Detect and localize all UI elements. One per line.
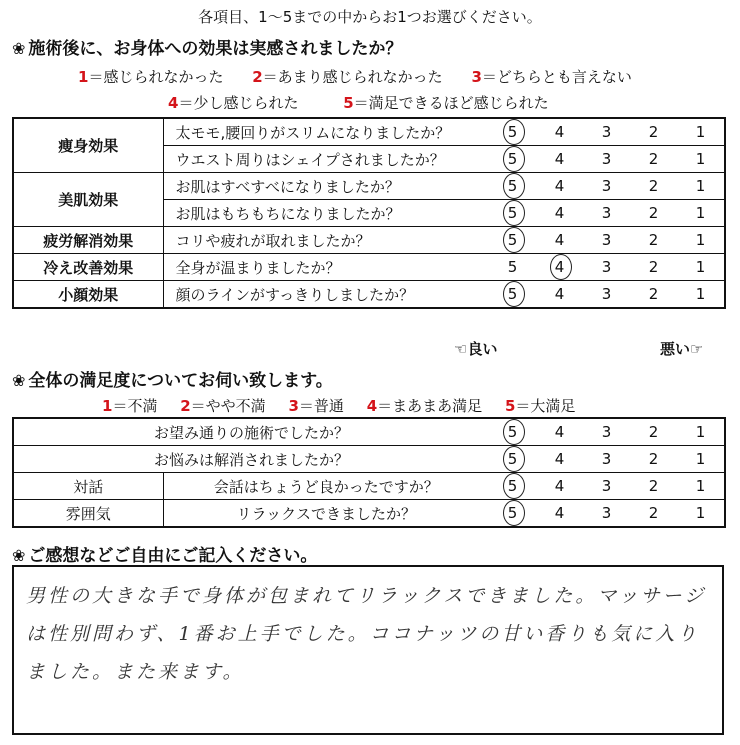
score-option[interactable]: 3 <box>601 285 612 303</box>
selected-score[interactable]: 5 <box>489 150 536 168</box>
legend-item: 4＝まあまあ満足 <box>366 397 483 415</box>
score-option[interactable]: 2 <box>648 204 659 222</box>
question-cell: お悩みは解消されましたか？ <box>13 446 489 473</box>
satisfaction-table <box>12 417 726 528</box>
selected-score[interactable]: 5 <box>489 204 536 222</box>
comment-line: ました。また来ます。 <box>26 661 245 683</box>
score-option[interactable]: 1 <box>695 504 706 522</box>
score-option[interactable]: 4 <box>554 123 565 141</box>
category-cell: 美肌効果 <box>13 173 163 227</box>
comment-line: は性別問わず、1番お上手でした。ココナッツの甘い香りも気に入り <box>26 623 700 645</box>
table-row <box>13 118 725 146</box>
score-cell <box>489 118 725 146</box>
question-cell: お望み通りの施術でしたか？ <box>13 418 489 446</box>
score-option[interactable]: 2 <box>648 477 659 495</box>
score-option[interactable]: 4 <box>554 450 565 468</box>
section2-legend <box>102 395 575 416</box>
score-option[interactable]: 3 <box>601 423 612 441</box>
score-option[interactable]: 4 <box>554 423 565 441</box>
category-cell: 痩身効果 <box>13 118 163 173</box>
score-option[interactable]: 2 <box>648 258 659 276</box>
score-option[interactable]: 1 <box>695 123 706 141</box>
category-cell: 対話 <box>13 473 163 500</box>
legend-item: 5＝大満足 <box>504 397 576 415</box>
score-option[interactable]: 2 <box>648 423 659 441</box>
legend-item: 5＝満足できるほど感じられた <box>343 94 549 112</box>
score-option[interactable]: 4 <box>554 477 565 495</box>
section1-heading-text: 施術後に、お身体への効果は実感されましたか？ <box>28 39 403 59</box>
score-option[interactable]: 3 <box>601 177 612 195</box>
score-option[interactable]: 4 <box>554 231 565 249</box>
comment-box <box>12 565 724 735</box>
section2-heading <box>12 366 333 391</box>
table-row <box>13 418 725 446</box>
legend-item: 1＝不満 <box>102 397 158 415</box>
score-option[interactable]: 2 <box>648 150 659 168</box>
category-cell: 疲労解消効果 <box>13 227 163 254</box>
score-option[interactable]: 2 <box>648 450 659 468</box>
selected-score[interactable]: 5 <box>489 423 536 441</box>
section3-heading-text: ご感想などご自由にご記入ください。 <box>28 546 318 566</box>
score-option[interactable]: 2 <box>648 231 659 249</box>
score-option[interactable]: 1 <box>695 285 706 303</box>
score-option[interactable]: 1 <box>695 231 706 249</box>
selected-score[interactable]: 5 <box>489 285 536 303</box>
effects-table <box>12 117 726 309</box>
score-cell <box>489 254 725 281</box>
question-cell: 会話はちょうど良かったですか？ <box>163 473 489 500</box>
table-row <box>13 446 725 473</box>
category-cell: 雰囲気 <box>13 500 163 528</box>
score-cell <box>489 173 725 200</box>
score-option[interactable]: 1 <box>695 423 706 441</box>
score-option[interactable]: 1 <box>695 177 706 195</box>
question-cell: 全身が温まりましたか？ <box>163 254 489 281</box>
legend-item: 4＝少し感じられた <box>168 94 299 112</box>
score-cell <box>489 446 725 473</box>
comment-text <box>26 577 716 691</box>
score-option[interactable]: 1 <box>695 450 706 468</box>
score-option[interactable]: 3 <box>601 258 612 276</box>
section1-legend-row2 <box>168 92 549 113</box>
category-cell: 小顔効果 <box>13 281 163 309</box>
score-option[interactable]: 3 <box>601 231 612 249</box>
instruction-text: 各項目、1～5までの中からお1つお選びください。 <box>198 8 542 26</box>
score-cell <box>489 227 725 254</box>
table-row <box>13 473 725 500</box>
score-cell <box>489 146 725 173</box>
question-cell: 顔のラインがすっきりしましたか？ <box>163 281 489 309</box>
selected-score[interactable]: 5 <box>489 123 536 141</box>
table-row <box>13 500 725 528</box>
score-option[interactable]: 1 <box>695 204 706 222</box>
selected-score[interactable]: 5 <box>489 177 536 195</box>
question-cell: リラックスできましたか？ <box>163 500 489 528</box>
section3-heading <box>12 541 317 566</box>
table-row <box>13 173 725 200</box>
good-label: ☜良い <box>454 340 498 358</box>
score-option[interactable]: 2 <box>648 285 659 303</box>
score-cell <box>489 500 725 528</box>
score-option[interactable]: 4 <box>554 504 565 522</box>
flower-icon: ❀ <box>12 546 26 565</box>
selected-score[interactable]: 5 <box>489 450 536 468</box>
score-cell <box>489 281 725 309</box>
question-cell: ウエスト周りはシェイプされましたか？ <box>163 146 489 173</box>
legend-item: 3＝普通 <box>288 397 344 415</box>
question-cell: 太モモ,腰回りがスリムになりましたか？ <box>163 118 489 146</box>
section1-legend-row1 <box>78 66 632 87</box>
score-cell <box>489 200 725 227</box>
table-row <box>13 254 725 281</box>
score-option[interactable]: 4 <box>554 177 565 195</box>
legend-item: 2＝やや不満 <box>180 397 266 415</box>
score-option[interactable]: 3 <box>601 450 612 468</box>
table-row <box>13 281 725 309</box>
selected-score[interactable]: 5 <box>489 504 536 522</box>
selected-score[interactable]: 4 <box>536 258 583 276</box>
flower-icon: ❀ <box>12 371 26 390</box>
score-cell <box>489 473 725 500</box>
score-option[interactable]: 3 <box>601 204 612 222</box>
score-option[interactable]: 4 <box>554 204 565 222</box>
question-cell: お肌はすべすべになりましたか？ <box>163 173 489 200</box>
score-option[interactable]: 4 <box>554 150 565 168</box>
question-cell: コリや疲れが取れましたか？ <box>163 227 489 254</box>
score-option[interactable]: 1 <box>695 258 706 276</box>
legend-item: 2＝あまり感じられなかった <box>252 68 443 86</box>
score-option[interactable]: 3 <box>601 150 612 168</box>
score-option[interactable]: 4 <box>554 285 565 303</box>
section1-heading <box>12 34 402 59</box>
score-option[interactable]: 2 <box>648 504 659 522</box>
comment-line: 男性の大きな手で身体が包まれてリラックスできました。マッサージ <box>26 585 707 607</box>
score-option[interactable]: 2 <box>648 123 659 141</box>
table-row <box>13 227 725 254</box>
flower-icon: ❀ <box>12 39 26 58</box>
score-option[interactable]: 1 <box>695 150 706 168</box>
score-option[interactable]: 3 <box>601 504 612 522</box>
score-option[interactable]: 5 <box>507 258 518 276</box>
score-option[interactable]: 1 <box>695 477 706 495</box>
score-cell <box>489 418 725 446</box>
score-option[interactable]: 3 <box>601 477 612 495</box>
score-option[interactable]: 3 <box>601 123 612 141</box>
category-cell: 冷え改善効果 <box>13 254 163 281</box>
selected-score[interactable]: 5 <box>489 477 536 495</box>
section2-heading-text: 全体の満足度についてお伺い致します。 <box>28 371 333 391</box>
score-option[interactable]: 2 <box>648 177 659 195</box>
question-cell: お肌はもちもちになりましたか？ <box>163 200 489 227</box>
legend-item: 1＝感じられなかった <box>78 68 224 86</box>
legend-item: 3＝どちらとも言えない <box>471 68 632 86</box>
bad-label: 悪い☞ <box>660 340 704 358</box>
selected-score[interactable]: 5 <box>489 231 536 249</box>
